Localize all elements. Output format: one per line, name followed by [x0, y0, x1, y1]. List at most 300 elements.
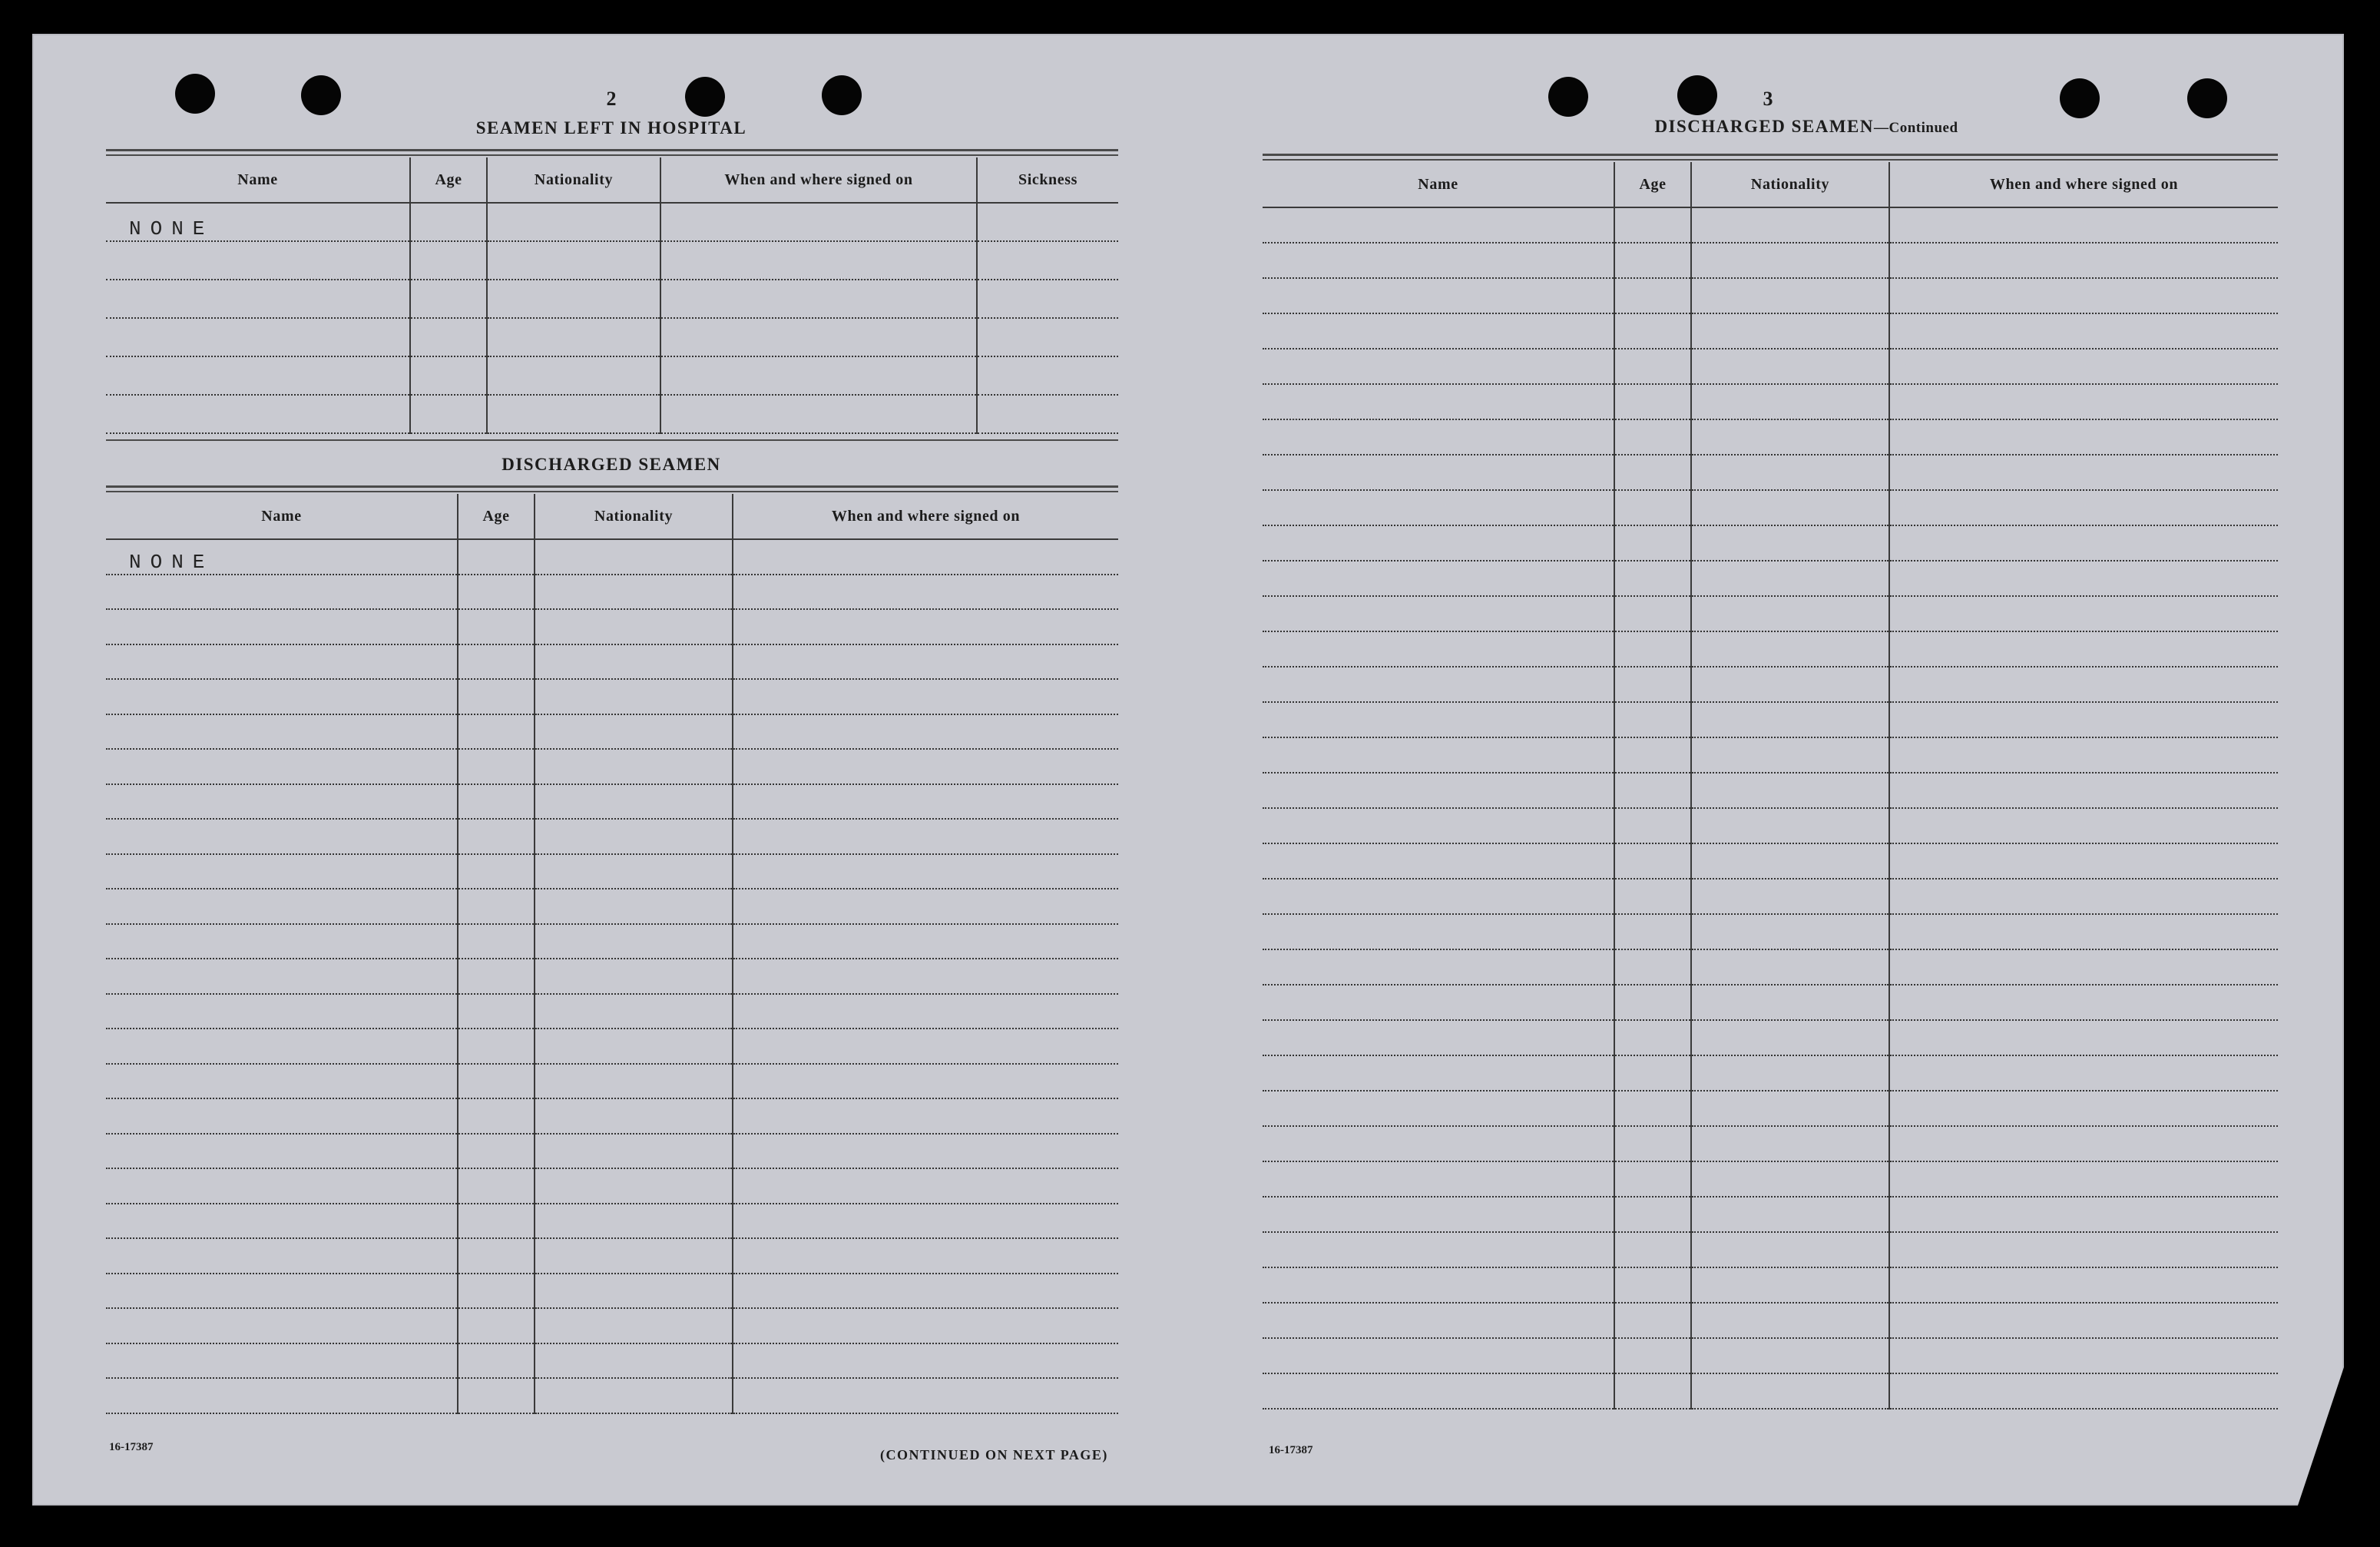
table-cell	[977, 395, 1118, 433]
table-cell	[410, 395, 487, 433]
table-cell	[535, 889, 733, 924]
table-cell	[535, 959, 733, 994]
table-cell	[1889, 914, 2278, 949]
table-row	[1263, 596, 2278, 631]
table-row	[1263, 1338, 2278, 1373]
table-row	[1263, 561, 2278, 596]
table-cell	[1263, 985, 1614, 1020]
table-cell	[535, 1378, 733, 1413]
table-cell	[106, 854, 458, 889]
torn-corner	[2298, 1367, 2344, 1506]
right-discharged-table	[1263, 162, 2278, 1410]
table-cell	[1889, 278, 2278, 313]
hospital-section-title: SEAMEN LEFT IN HOSPITAL	[475, 118, 747, 137]
table-row	[1263, 843, 2278, 879]
table-cell	[535, 609, 733, 644]
table-row	[106, 924, 1118, 959]
table-cell	[1889, 737, 2278, 773]
table-row	[1263, 773, 2278, 808]
table-cell	[1889, 1126, 2278, 1161]
table-cell	[458, 854, 535, 889]
table-cell	[535, 784, 733, 820]
table-row	[106, 241, 1118, 280]
table-row	[106, 395, 1118, 433]
table-cell	[1263, 1197, 1614, 1232]
table-cell	[1691, 1055, 1889, 1091]
table-cell	[106, 280, 410, 318]
right-form-number: 16-17387	[1269, 1444, 1313, 1456]
table-cell	[733, 1274, 1118, 1309]
table-cell	[660, 203, 977, 241]
table-cell	[487, 203, 660, 241]
table-cell	[410, 280, 487, 318]
table-cell	[1263, 419, 1614, 455]
column-header-name: Name	[1263, 162, 1614, 207]
table-cell	[1691, 1232, 1889, 1267]
hospital-top-rule	[106, 149, 1118, 151]
column-header-age: Age	[410, 157, 487, 203]
table-cell	[660, 280, 977, 318]
table-cell	[1614, 490, 1691, 525]
table-cell	[458, 819, 535, 854]
table-row	[106, 203, 1118, 241]
column-header-age: Age	[458, 494, 535, 539]
table-cell	[1889, 879, 2278, 914]
table-cell	[1263, 1338, 1614, 1373]
table-row	[1263, 949, 2278, 985]
table-cell	[1889, 419, 2278, 455]
table-cell	[1889, 1161, 2278, 1197]
table-cell	[487, 395, 660, 433]
table-cell	[1614, 1267, 1691, 1303]
table-cell	[1889, 1055, 2278, 1091]
discharged-rows	[106, 539, 1118, 1413]
table-cell	[106, 575, 458, 610]
table-cell	[1889, 1338, 2278, 1373]
table-cell	[106, 924, 458, 959]
table-cell	[1614, 349, 1691, 384]
table-row	[1263, 525, 2278, 561]
table-cell	[1889, 773, 2278, 808]
table-row	[1263, 278, 2278, 313]
table-cell	[1614, 1338, 1691, 1373]
table-cell	[1889, 949, 2278, 985]
table-cell	[1889, 1373, 2278, 1409]
table-row	[106, 1378, 1118, 1413]
table-cell	[535, 819, 733, 854]
table-cell	[733, 749, 1118, 784]
table-cell	[1691, 773, 1889, 808]
table-cell	[1614, 313, 1691, 349]
table-cell	[1691, 631, 1889, 667]
table-cell	[487, 318, 660, 356]
table-cell	[733, 1308, 1118, 1343]
table-cell	[458, 1064, 535, 1099]
table-cell	[1691, 985, 1889, 1020]
table-cell	[660, 318, 977, 356]
scanned-form-sheet	[32, 34, 2344, 1506]
table-cell	[1691, 1197, 1889, 1232]
table-cell	[458, 784, 535, 820]
discharged-top-rule	[106, 485, 1118, 488]
table-row	[106, 280, 1118, 318]
table-cell	[1263, 1232, 1614, 1267]
binder-hole	[822, 75, 862, 115]
table-cell	[458, 1029, 535, 1064]
table-cell	[1263, 667, 1614, 702]
binder-hole	[2187, 78, 2227, 118]
table-row	[106, 575, 1118, 610]
table-row	[106, 539, 1118, 575]
table-cell	[458, 889, 535, 924]
table-cell	[535, 1064, 733, 1099]
table-row	[1263, 313, 2278, 349]
table-cell	[535, 1308, 733, 1343]
table-row	[106, 1134, 1118, 1169]
table-cell	[1614, 949, 1691, 985]
table-cell	[1614, 879, 1691, 914]
table-cell	[1691, 1267, 1889, 1303]
table-cell	[535, 1168, 733, 1204]
table-cell	[733, 1134, 1118, 1169]
binder-hole	[301, 75, 341, 115]
table-cell	[1614, 1232, 1691, 1267]
table-row	[106, 959, 1118, 994]
table-cell	[1691, 1126, 1889, 1161]
table-cell	[733, 819, 1118, 854]
table-cell	[535, 1238, 733, 1274]
table-cell	[458, 1204, 535, 1239]
binder-hole	[175, 74, 215, 114]
table-row	[106, 1029, 1118, 1064]
table-cell	[1691, 243, 1889, 278]
table-row	[1263, 1091, 2278, 1126]
table-cell	[458, 1378, 535, 1413]
column-header-name: Name	[106, 494, 458, 539]
table-cell	[106, 1204, 458, 1239]
table-cell	[1691, 949, 1889, 985]
table-cell	[733, 994, 1118, 1029]
table-row	[106, 1343, 1118, 1379]
table-cell	[1889, 313, 2278, 349]
table-cell	[1691, 737, 1889, 773]
table-cell	[535, 749, 733, 784]
table-row	[1263, 702, 2278, 737]
table-cell	[1263, 278, 1614, 313]
column-header-age: Age	[1614, 162, 1691, 207]
table-cell	[106, 1168, 458, 1204]
table-cell	[535, 1204, 733, 1239]
table-cell	[535, 679, 733, 714]
table-cell	[1691, 879, 1889, 914]
table-row	[1263, 737, 2278, 773]
table-cell	[1263, 1373, 1614, 1409]
table-row	[1263, 1161, 2278, 1197]
table-cell	[1691, 349, 1889, 384]
table-cell	[733, 575, 1118, 610]
table-cell	[410, 203, 487, 241]
table-cell	[1691, 313, 1889, 349]
table-cell	[977, 241, 1118, 280]
table-row	[1263, 207, 2278, 243]
table-cell	[733, 644, 1118, 680]
table-cell	[1263, 384, 1614, 419]
table-row	[1263, 490, 2278, 525]
table-row	[1263, 985, 2278, 1020]
table-cell	[977, 356, 1118, 395]
hospital-table	[106, 157, 1118, 434]
table-cell	[106, 609, 458, 644]
table-row	[1263, 1126, 2278, 1161]
table-cell	[1691, 1338, 1889, 1373]
table-cell	[1889, 1267, 2278, 1303]
table-cell	[1889, 384, 2278, 419]
table-cell	[1889, 1303, 2278, 1338]
table-cell	[977, 280, 1118, 318]
table-row	[106, 819, 1118, 854]
table-row	[106, 994, 1118, 1029]
table-cell	[1614, 384, 1691, 419]
continued-title-suffix: —Continued	[1874, 120, 1958, 136]
table-cell	[1691, 1020, 1889, 1055]
table-cell	[535, 539, 733, 575]
table-cell	[1263, 561, 1614, 596]
table-row	[106, 1204, 1118, 1239]
table-cell	[1614, 1197, 1691, 1232]
table-cell	[1691, 1303, 1889, 1338]
table-row	[1263, 1197, 2278, 1232]
table-cell	[535, 994, 733, 1029]
table-cell	[458, 1308, 535, 1343]
table-cell	[1691, 843, 1889, 879]
table-cell	[1263, 1020, 1614, 1055]
table-cell: NONE	[106, 539, 458, 575]
column-header-name: Name	[106, 157, 410, 203]
table-cell	[733, 784, 1118, 820]
column-header-signed-on: When and where signed on	[1889, 162, 2278, 207]
hospital-rows	[106, 203, 1118, 433]
table-row	[106, 356, 1118, 395]
table-cell	[487, 280, 660, 318]
table-cell	[1691, 1161, 1889, 1197]
table-cell	[733, 1238, 1118, 1274]
column-header-nationality: Nationality	[1691, 162, 1889, 207]
column-header-nationality: Nationality	[535, 494, 733, 539]
table-row	[1263, 1303, 2278, 1338]
table-cell	[1614, 1303, 1691, 1338]
continued-note: (CONTINUED ON NEXT PAGE)	[880, 1447, 1108, 1463]
table-cell	[733, 889, 1118, 924]
discharged-table	[106, 494, 1118, 1414]
table-cell	[1889, 702, 2278, 737]
table-cell	[535, 1343, 733, 1379]
table-cell	[1614, 1020, 1691, 1055]
table-cell	[1614, 243, 1691, 278]
table-row	[106, 1274, 1118, 1309]
table-row	[106, 318, 1118, 356]
table-cell	[1263, 914, 1614, 949]
left-form-number: 16-17387	[109, 1441, 154, 1453]
table-cell	[1263, 773, 1614, 808]
table-cell	[106, 241, 410, 280]
table-row	[1263, 808, 2278, 843]
table-cell	[1614, 667, 1691, 702]
table-cell	[1614, 1126, 1691, 1161]
table-cell	[458, 714, 535, 750]
table-cell	[1263, 207, 1614, 243]
table-cell	[1263, 702, 1614, 737]
table-row	[1263, 384, 2278, 419]
table-cell	[1263, 1091, 1614, 1126]
table-cell	[1263, 879, 1614, 914]
table-cell	[1263, 737, 1614, 773]
table-cell	[1614, 773, 1691, 808]
table-cell	[535, 575, 733, 610]
table-cell	[1691, 702, 1889, 737]
table-cell	[1614, 843, 1691, 879]
table-cell	[733, 1343, 1118, 1379]
column-header-signed-on: When and where signed on	[660, 157, 977, 203]
column-header-sickness: Sickness	[977, 157, 1118, 203]
table-cell	[106, 784, 458, 820]
table-cell	[1614, 207, 1691, 243]
table-cell	[1263, 243, 1614, 278]
table-cell	[733, 1029, 1118, 1064]
table-cell	[1691, 914, 1889, 949]
table-cell	[1263, 1055, 1614, 1091]
table-cell	[1614, 596, 1691, 631]
table-cell	[1889, 207, 2278, 243]
table-cell	[733, 854, 1118, 889]
table-cell	[1614, 525, 1691, 561]
table-cell	[106, 1064, 458, 1099]
table-cell	[1614, 985, 1691, 1020]
table-row	[106, 1064, 1118, 1099]
table-cell	[733, 714, 1118, 750]
table-row	[1263, 1267, 2278, 1303]
table-cell	[458, 1238, 535, 1274]
table-row	[106, 854, 1118, 889]
table-row	[106, 1308, 1118, 1343]
table-cell	[1889, 243, 2278, 278]
table-cell	[106, 679, 458, 714]
table-cell	[1263, 596, 1614, 631]
table-row	[1263, 1055, 2278, 1091]
table-cell	[106, 889, 458, 924]
table-cell: NONE	[106, 203, 410, 241]
table-cell	[1889, 667, 2278, 702]
table-cell	[977, 318, 1118, 356]
table-cell	[1263, 349, 1614, 384]
table-cell	[1614, 702, 1691, 737]
table-cell	[1691, 419, 1889, 455]
table-cell	[535, 714, 733, 750]
hospital-bottom-rule	[106, 439, 1118, 441]
table-cell	[1614, 419, 1691, 455]
table-cell	[106, 1098, 458, 1134]
table-cell	[458, 539, 535, 575]
column-header-signed-on: When and where signed on	[733, 494, 1118, 539]
table-cell	[1889, 1232, 2278, 1267]
table-cell	[1691, 207, 1889, 243]
table-cell	[106, 395, 410, 433]
table-cell	[733, 1204, 1118, 1239]
table-cell	[458, 609, 535, 644]
binder-hole	[685, 77, 725, 117]
hospital-top-rule	[106, 154, 1118, 156]
table-cell	[1691, 667, 1889, 702]
table-cell	[106, 318, 410, 356]
table-cell	[660, 241, 977, 280]
table-cell	[106, 994, 458, 1029]
table-cell	[106, 1343, 458, 1379]
table-cell	[1263, 808, 1614, 843]
table-cell	[1691, 278, 1889, 313]
table-cell	[1889, 561, 2278, 596]
table-cell	[1263, 1126, 1614, 1161]
table-cell	[458, 575, 535, 610]
table-cell	[1263, 843, 1614, 879]
table-cell	[733, 1168, 1118, 1204]
table-cell	[106, 1308, 458, 1343]
table-cell	[1614, 914, 1691, 949]
table-cell	[1263, 455, 1614, 490]
table-cell	[535, 1134, 733, 1169]
table-cell	[458, 1343, 535, 1379]
table-row	[1263, 349, 2278, 384]
table-cell	[733, 1064, 1118, 1099]
table-cell	[733, 1378, 1118, 1413]
table-cell	[458, 924, 535, 959]
right-discharged-rows	[1263, 207, 2278, 1409]
table-cell	[1691, 561, 1889, 596]
table-cell	[458, 1168, 535, 1204]
table-row	[106, 1238, 1118, 1274]
table-cell	[106, 1029, 458, 1064]
table-cell	[535, 924, 733, 959]
column-header-nationality: Nationality	[487, 157, 660, 203]
table-row	[1263, 1232, 2278, 1267]
table-cell	[1889, 1197, 2278, 1232]
table-row	[106, 1098, 1118, 1134]
binder-hole	[2060, 78, 2100, 118]
table-cell	[1889, 808, 2278, 843]
table-cell	[733, 1098, 1118, 1134]
table-row	[106, 679, 1118, 714]
table-cell	[733, 924, 1118, 959]
table-cell	[106, 644, 458, 680]
table-row	[1263, 243, 2278, 278]
table-cell	[458, 679, 535, 714]
table-cell	[733, 959, 1118, 994]
table-cell	[535, 1098, 733, 1134]
discharged-section-title: DISCHARGED SEAMEN	[501, 455, 721, 474]
table-cell	[733, 609, 1118, 644]
binder-hole	[1548, 77, 1588, 117]
table-cell	[1614, 808, 1691, 843]
continued-title-main: DISCHARGED SEAMEN	[1654, 117, 1875, 136]
table-cell	[458, 1274, 535, 1309]
continued-section-title	[1553, 117, 2060, 137]
table-cell	[1889, 1091, 2278, 1126]
table-cell	[535, 854, 733, 889]
table-cell	[1889, 596, 2278, 631]
table-cell	[733, 679, 1118, 714]
table-cell	[487, 241, 660, 280]
table-cell	[1614, 561, 1691, 596]
table-row	[1263, 1373, 2278, 1409]
table-cell	[1691, 490, 1889, 525]
